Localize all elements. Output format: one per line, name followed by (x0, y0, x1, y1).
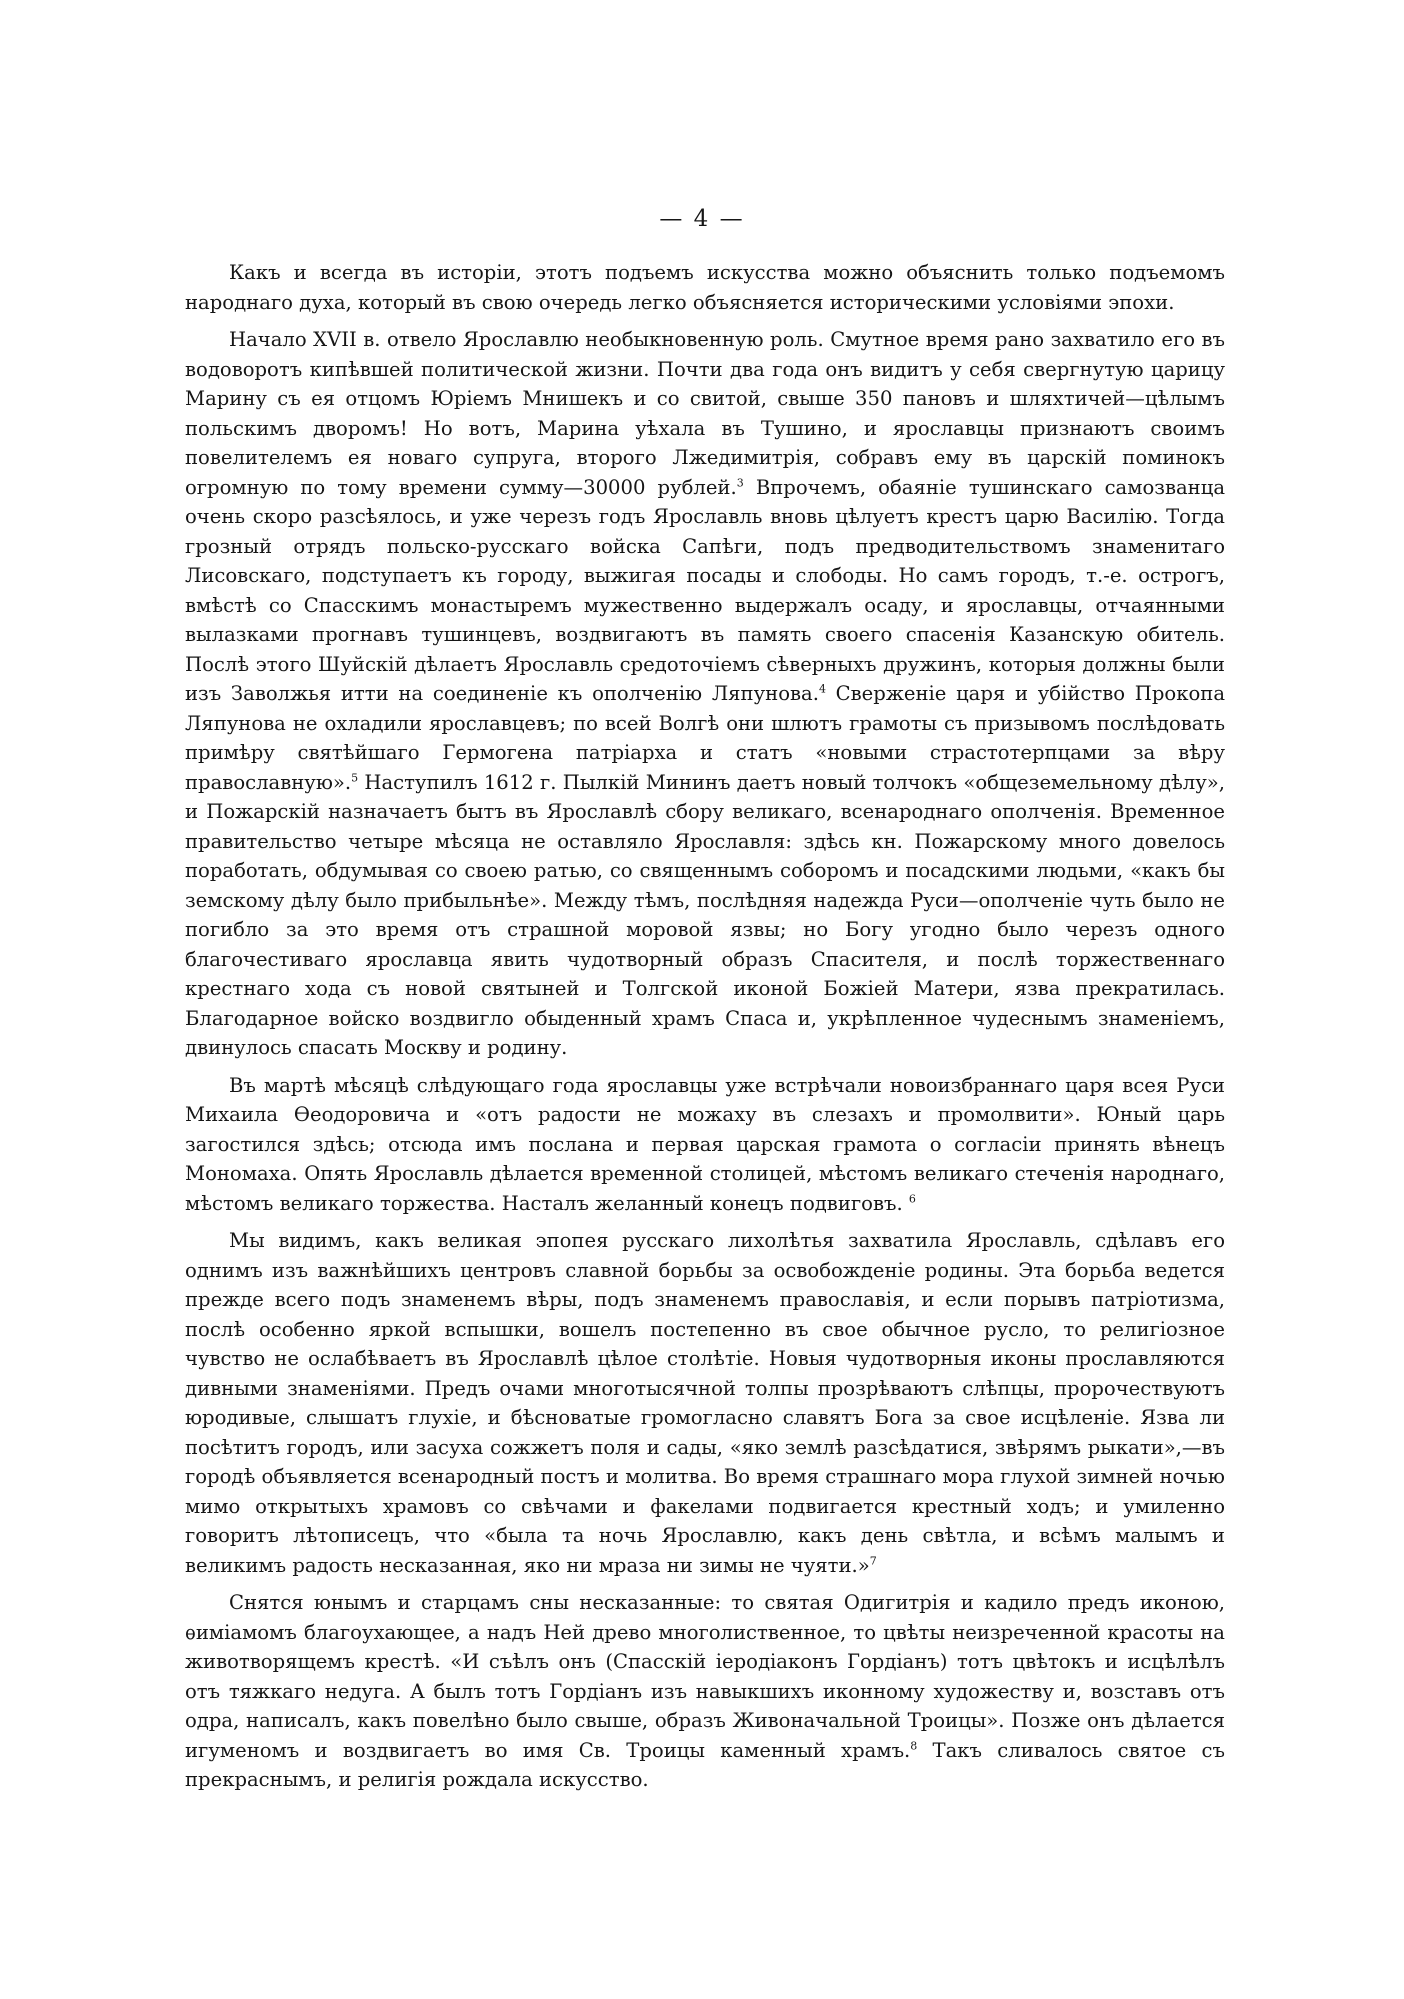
footnote-marker: 5 (351, 770, 359, 784)
text-run: Въ мартѣ мѣсяцѣ слѣдующаго года ярославцы уже встрѣчали новоизбраннаго царя всея Руси Михаила Ѳеодоровича и «отъ радости не можаху въ слезахъ и промолвити». Юный царь загостился здѣсь; отсюда имъ послана и первая царская грамота о согласіи принять вѣнецъ Мономаха. Опять Ярославль дѣлается временной столицей, мѣстомъ великаго стеченія народнаго, мѣстомъ великаго торжества. Насталъ желанный конецъ подвиговъ. (185, 1073, 1225, 1215)
footnote-marker: 6 (908, 1191, 916, 1205)
text-run: Какъ и всегда въ исторіи, этотъ подъемъ искусства можно объяснить только подъемомъ народнаго духа, который въ свою очередь легко объясняется историческими условіями эпохи. (185, 261, 1225, 314)
footnote-marker: 3 (736, 475, 744, 489)
text-run: Такъ сливалось святое съ прекраснымъ, и религія рождала искусство. (185, 1738, 1225, 1791)
page-number: — 4 — (659, 206, 745, 232)
footnote-marker: 8 (910, 1738, 918, 1752)
paragraph-3 (185, 1071, 1225, 1219)
footnote-marker: 4 (818, 682, 826, 696)
paragraph-5 (185, 1588, 1225, 1795)
text-run: Начало XVII в. отвело Ярославлю необыкновенную роль. Смутное время рано захватило его въ водоворотъ кипѣвшей политической жизни. Почти два года онъ видитъ у себя свергнутую царицу Марину съ ея отцомъ Юріемъ Мнишекъ и со свитой, свыше 350 пановъ и шляхтичей—цѣлымъ польскимъ дворомъ! Но вотъ, Марина уѣхала въ Тушино, и ярославцы признаютъ своимъ повелителемъ ея новаго супруга, второго Лжедимитрія, собравъ ему въ царскій поминокъ огромную по тому времени сумму—30000 рублей. (185, 328, 1225, 499)
text-run: Снятся юнымъ и старцамъ сны несказанные: то святая Одигитрія и кадило предъ иконою, ѳиміамомъ благоухающее, а надъ Ней древо многолиственное, то цвѣты неизреченной красоты на животворящемъ крестѣ. «И съѣлъ онъ (Спасскій іеродіаконъ Гордіанъ) тотъ цвѣтокъ и исцѣлѣлъ отъ тяжкаго недуга. А былъ тотъ Гордіанъ изъ навыкшихъ иконному художеству и, возставъ отъ одра, написалъ, какъ повелѣно было свыше, образъ Живоначальной Троицы». Позже онъ дѣлается игуменомъ и воздвигаетъ во имя Св. Троицы каменный храмъ. (185, 1591, 1225, 1762)
text-run: Впрочемъ, обаяніе тушинскаго самозванца очень скоро разсѣялось, и уже черезъ годъ Ярославль вновь цѣлуетъ крестъ царю Василію. Тогда грозный отрядъ польско-русскаго войска Сапѣги, подъ предводительствомъ знаменитаго Лисовскаго, подступаетъ къ городу, выжигая посады и слободы. Но самъ городъ, т.-е. острогъ, вмѣстѣ со Спасскимъ монастыремъ мужественно выдержалъ осаду, и ярославцы, отчаянными вылазками прогнавъ тушинцевъ, воздвигаютъ въ память своего спасенія Казанскую обитель. Послѣ этого Шуйскій дѣлаетъ Ярославль средоточіемъ сѣверныхъ дружинъ, которыя должны были изъ Заволжья итти на соединеніе къ ополченію Ляпунова. (185, 475, 1226, 705)
footnote-marker: 7 (869, 1553, 877, 1567)
paragraph-2 (185, 325, 1225, 1063)
text-run: Сверженіе царя и убійство Прокопа Ляпунова не охладили ярославцевъ; по всей Волгѣ они шлютъ грамоты съ призывомъ послѣдовать примѣру святѣйшаго Гермогена патріарха и статъ «новыми страстотерпцами за вѣру православную». (185, 682, 1225, 794)
text-run: Наступилъ 1612 г. Пылкій Мининъ даетъ новый толчокъ «общеземельному дѣлу», и Пожарскій назначаетъ бытъ въ Ярославлѣ сбору великаго, всенароднаго ополченія. Временное правительство четыре мѣсяца не оставляло Ярославля: здѣсь кн. Пожарскому много довелось поработать, обдумывая со своею ратью, со священнымъ соборомъ и посадскими людьми, «какъ бы земскому дѣлу было прибыльнѣе». Между тѣмъ, послѣдняя надежда Руси—ополченіе чуть было не погибло за это время отъ страшной моровой язвы; но Богу угодно было черезъ одного благочестиваго ярославца явить чудотворный образъ Спасителя, и послѣ торжественнаго крестнаго хода съ новой святыней и Толгской иконой Божіей Матери, язва прекратилась. Благодарное войско воздвигло обыденный храмъ Спаса и, укрѣпленное чудеснымъ знаменіемъ, двинулось спасать Москву и родину. (185, 770, 1225, 1059)
paragraph-1 (185, 258, 1225, 317)
body-text (185, 258, 1225, 1795)
text-run: Мы видимъ, какъ великая эпопея русскаго лихолѣтья захватила Ярославль, сдѣлавъ его однимъ изъ важнѣйшихъ центровъ славной борьбы за освобожденіе родины. Эта борьба ведется прежде всего подъ знаменемъ вѣры, подъ знаменемъ православія, и если порывъ патріотизма, послѣ особенно яркой вспышки, вошелъ постепенно въ свое обычное русло, то религіозное чувство не ослабѣваетъ въ Ярославлѣ цѣлое столѣтіе. Новыя чудотворныя иконы прославляются дивными знаменіями. Предъ очами многотысячной толпы прозрѣваютъ слѣпцы, пророчествуютъ юродивые, слышатъ глухіе, и бѣсноватые громогласно славятъ Бога за свое исцѣленіе. Язва ли посѣтитъ городъ, или засуха сожжетъ поля и сады, «яко землѣ разсѣдатися, звѣрямъ рыкати»,—въ городѣ объявляется всенародный постъ и молитва. Во время страшнаго мора глухой зимней ночью мимо открытыхъ храмовъ со свѣчами и факелами подвигается крестный ходъ; и умиленно говоритъ лѣтописецъ, что «была та ночь Ярославлю, какъ день свѣтла, и всѣмъ малымъ и великимъ радость несказанная, яко ни мраза ни зимы не чуяти.» (185, 1229, 1225, 1577)
paragraph-4 (185, 1226, 1225, 1580)
